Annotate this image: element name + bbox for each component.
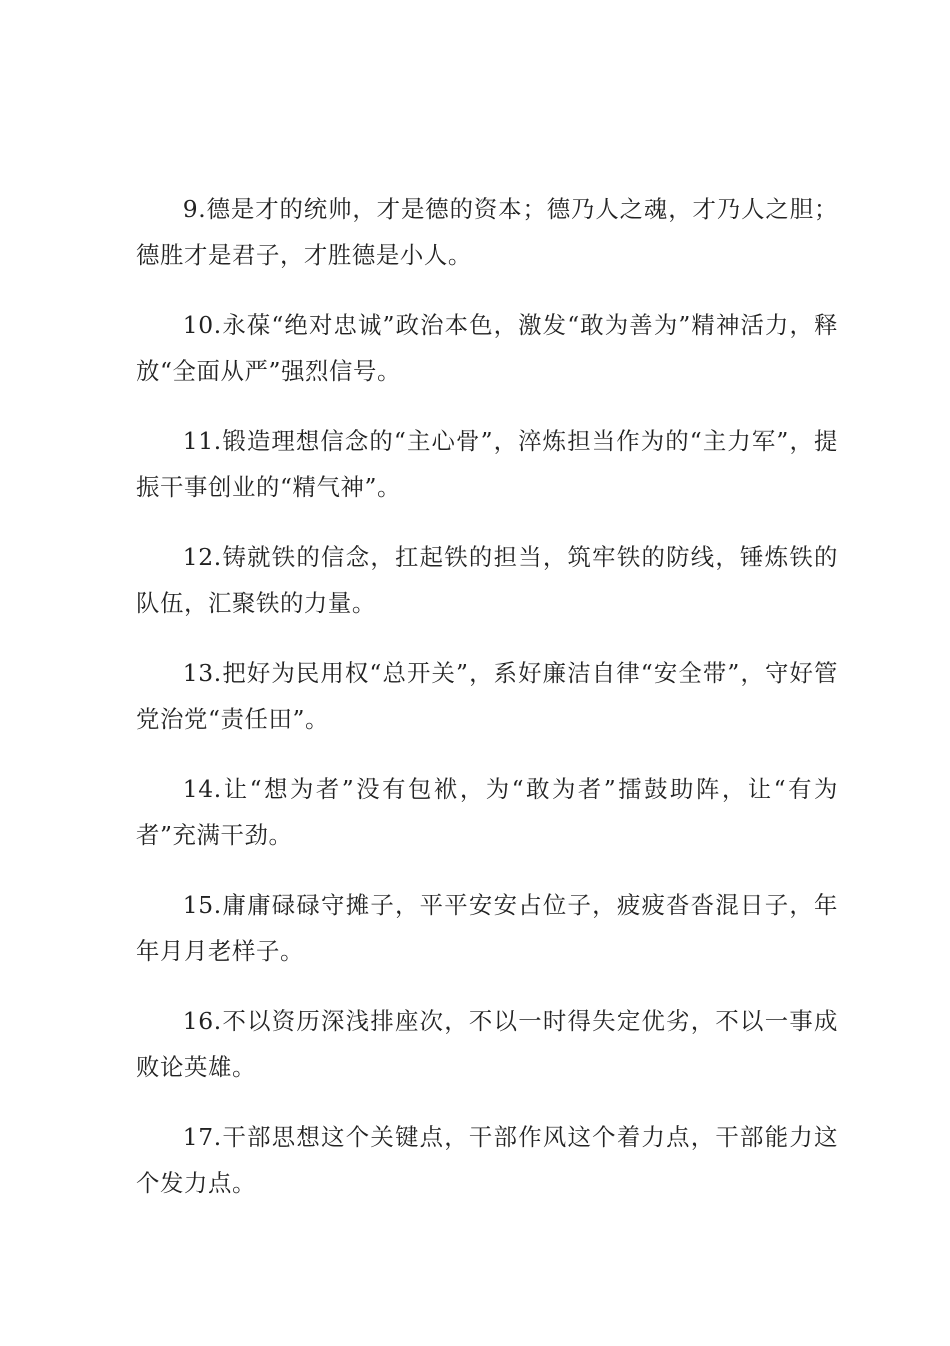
paragraph-16: 16.不以资历深浅排座次，不以一时得失定优劣，不以一事成败论英雄。 [136, 1007, 838, 1081]
paragraph-17: 17.干部思想这个关键点，干部作风这个着力点，干部能力这个发力点。 [136, 1123, 838, 1197]
paragraph-11: 11.锻造理想信念的“主心骨”，淬炼担当作为的“主力军”，提振干事创业的“精气神”。 [136, 427, 838, 501]
paragraph-13: 13.把好为民用权“总开关”，系好廉洁自律“安全带”，守好管党治党“责任田”。 [136, 659, 838, 733]
paragraph-10: 10.永葆“绝对忠诚”政治本色，激发“敢为善为”精神活力，释放“全面从严”强烈信号。 [136, 311, 838, 385]
paragraph-12: 12.铸就铁的信念，扛起铁的担当，筑牢铁的防线，锤炼铁的队伍，汇聚铁的力量。 [136, 543, 838, 617]
paragraph-9: 9.德是才的统帅，才是德的资本；德乃人之魂，才乃人之胆；德胜才是君子，才胜德是小人。 [136, 195, 838, 269]
document-page [136, 186, 838, 1230]
paragraph-15: 15.庸庸碌碌守摊子，平平安安占位子，疲疲沓沓混日子，年年月月老样子。 [136, 891, 838, 965]
paragraph-14: 14.让“想为者”没有包袱，为“敢为者”擂鼓助阵，让“有为者”充满干劲。 [136, 775, 838, 849]
